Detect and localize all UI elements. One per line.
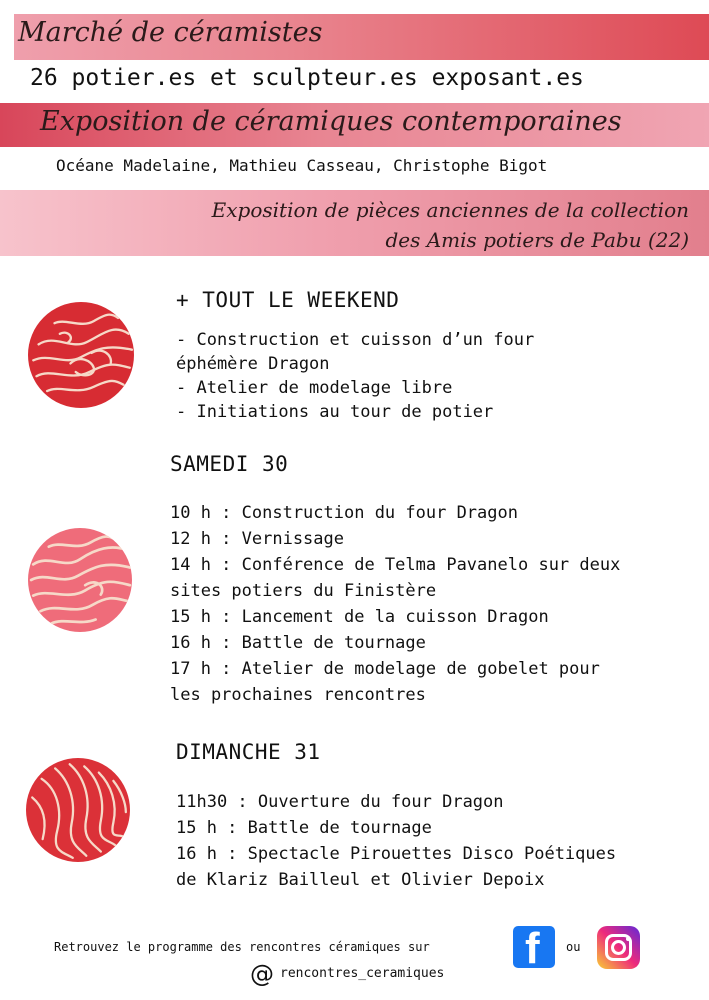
saturday-heading: SAMEDI 30 <box>170 452 289 476</box>
weekend-activities <box>176 328 534 424</box>
sunday-line: de Klariz Bailleul et Olivier Depoix <box>176 870 545 890</box>
ceramic-pattern-circle-red <box>26 758 130 862</box>
artists-line: Océane Madelaine, Mathieu Casseau, Christophe Bigot <box>56 156 548 175</box>
market-title: Marché de céramistes <box>18 17 323 48</box>
ceramic-pattern-circle-red <box>28 302 134 408</box>
saturday-line: 15 h : Lancement de la cuisson Dragon <box>170 607 549 627</box>
footer-or: ou <box>566 940 581 954</box>
weekend-line: - Construction et cuisson d’un four <box>176 330 535 350</box>
ancient-collection-line: des Amis potiers de Pabu (22) <box>385 228 689 252</box>
saturday-line: sites potiers du Finistère <box>170 581 437 601</box>
saturday-line: 12 h : Vernissage <box>170 529 344 549</box>
saturday-line: 14 h : Conférence de Telma Pavanelo sur deux <box>170 555 621 575</box>
weekend-line: éphémère Dragon <box>176 354 330 374</box>
facebook-icon[interactable]: f <box>513 926 555 968</box>
weekend-heading: + TOUT LE WEEKEND <box>176 288 400 312</box>
ancient-collection-line: Exposition de pièces anciennes de la collection <box>211 198 689 222</box>
saturday-line: 17 h : Atelier de modelage de gobelet pour <box>170 659 600 679</box>
sunday-schedule <box>176 789 616 893</box>
instagram-icon[interactable] <box>597 926 640 969</box>
weekend-line: - Atelier de modelage libre <box>176 378 453 398</box>
sunday-line: 16 h : Spectacle Pirouettes Disco Poétiques <box>176 844 617 864</box>
saturday-line: les prochaines rencontres <box>170 685 426 705</box>
sunday-line: 15 h : Battle de tournage <box>176 818 432 838</box>
at-sign-icon: @ <box>250 960 274 988</box>
social-handle[interactable]: rencontres_ceramiques <box>280 966 445 981</box>
ancient-collection-title <box>212 195 689 255</box>
exhibition-title: Exposition de céramiques contemporaines <box>40 106 622 137</box>
sunday-heading: DIMANCHE 31 <box>176 740 321 764</box>
sunday-line: 11h30 : Ouverture du four Dragon <box>176 792 504 812</box>
saturday-line: 10 h : Construction du four Dragon <box>170 503 518 523</box>
exhibitors-line: 26 potier.es et sculpteur.es exposant.es <box>30 65 584 91</box>
saturday-schedule <box>170 500 620 708</box>
weekend-line: - Initiations au tour de potier <box>176 402 494 422</box>
ceramic-pattern-circle-pink <box>28 528 132 632</box>
saturday-line: 16 h : Battle de tournage <box>170 633 426 653</box>
footer-text: Retrouvez le programme des rencontres céramiques sur <box>54 940 430 954</box>
